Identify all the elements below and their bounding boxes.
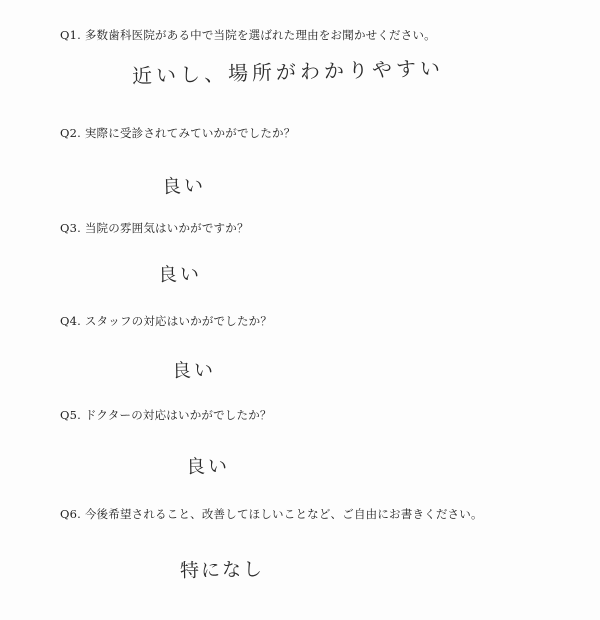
question-6: Q6. 今後希望されること、改善してほしいことなど、ご自由にお書きください。 (60, 507, 483, 521)
answer-1-handwritten: 近いし、場所がわかりやすい (131, 55, 445, 88)
answer-4-handwritten: 良い (171, 359, 217, 382)
question-5: Q5. ドクターの対応はいかがでしたか？ (60, 408, 272, 422)
answer-3-handwritten: 良い (157, 263, 203, 286)
question-4: Q4. スタッフの対応はいかがでしたか？ (60, 314, 273, 328)
answer-6-handwritten: 特になし (179, 558, 265, 582)
question-1: Q1. 多数歯科医院がある中で当院を選ばれた理由をお聞かせください。 (60, 28, 436, 42)
question-3: Q3. 当院の雰囲気はいかがですか？ (60, 221, 249, 235)
answer-2-handwritten: 良い (161, 174, 207, 198)
answer-5-handwritten: 良い (185, 455, 231, 478)
question-2: Q2. 実際に受診されてみていかがでしたか？ (60, 126, 296, 140)
